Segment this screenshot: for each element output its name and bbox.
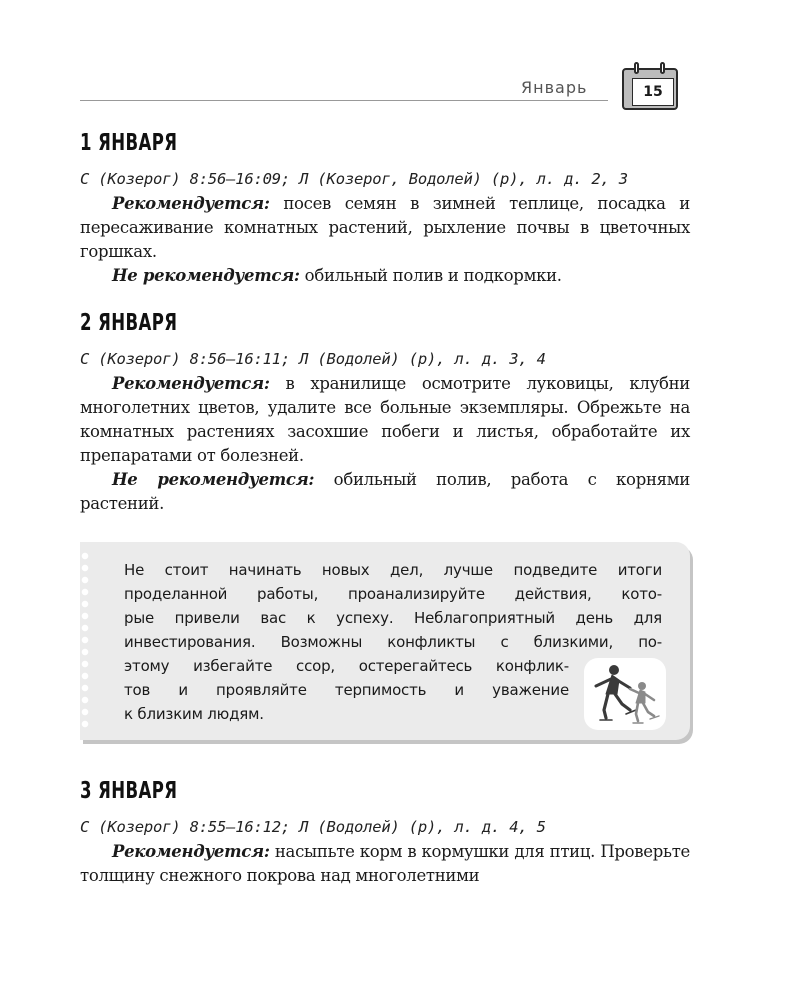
calendar-body xyxy=(622,68,678,110)
day-heading: 2 ЯНВАРЯ xyxy=(80,310,178,336)
day-entry-3 xyxy=(80,778,690,888)
day-entry-1 xyxy=(80,130,690,288)
day-heading: 1 ЯНВАРЯ xyxy=(80,130,178,156)
skaters-icon xyxy=(584,658,666,730)
recommended-paragraph xyxy=(80,840,690,888)
calendar-ring-left xyxy=(634,62,639,74)
not-recommended-paragraph xyxy=(80,264,690,288)
day-entry-2 xyxy=(80,310,690,516)
note-line: к близким людям. xyxy=(124,705,264,723)
page-number: 15 xyxy=(632,78,674,106)
astro-info: С (Козерог) 8:55—16:12; Л (Водолей) (р), л. д. 4, 5 xyxy=(80,818,546,836)
note-box xyxy=(80,542,690,740)
header-rule xyxy=(80,100,608,101)
not-recommended-label: Не рекомендуется: xyxy=(112,266,300,285)
recommended-label: Рекомендуется: xyxy=(112,374,270,393)
note-line: рые привели вас к успеху. Неблагоприятный день для xyxy=(124,609,662,627)
not-recommended-paragraph xyxy=(80,468,690,516)
skaters-illustration xyxy=(584,658,666,730)
recommended-label: Рекомендуется: xyxy=(112,194,270,213)
note-line: тов и проявляйте терпимость и уважение xyxy=(124,681,569,699)
recommended-paragraph xyxy=(80,372,690,468)
note-line: инвестирования. Возможны конфликты с близкими, по- xyxy=(124,633,662,651)
note-line: проделанной работы, проанализируйте действия, кото- xyxy=(124,585,662,603)
astro-info: С (Козерог) 8:56—16:11; Л (Водолей) (р), л. д. 3, 4 xyxy=(80,350,546,368)
calendar-ring-right xyxy=(660,62,665,74)
recommended-label: Рекомендуется: xyxy=(112,842,270,861)
day-heading: 3 ЯНВАРЯ xyxy=(80,778,178,804)
page-header xyxy=(80,52,690,112)
recommended-paragraph xyxy=(80,192,690,264)
astro-info: С (Козерог) 8:56—16:09; Л (Козерог, Водолей) (р), л. д. 2, 3 xyxy=(80,170,628,188)
section-title: Январь xyxy=(521,78,588,97)
calendar-icon xyxy=(622,62,680,110)
recommended-text: в хранилище осмотрите луковицы, клубни многолетних цветов, удалите все больные экземпляры. Обрежьте на комнатных растениях засохшие побеги и листья, обработайте их препаратами от болезней. xyxy=(80,374,690,465)
not-recommended-text: обильный полив и подкормки. xyxy=(299,266,562,285)
not-recommended-label: Не рекомендуется: xyxy=(112,470,315,489)
not-recommended-text: обильный полив, работа с корнями растений. xyxy=(80,470,690,513)
page-content xyxy=(80,130,690,888)
recommended-text: посев семян в зимней теплице, посадка и пересаживание комнатных растений, рыхление почвы в цветочных горшках. xyxy=(80,194,690,261)
note-line: Не стоит начинать новых дел, лучше подведите итоги xyxy=(124,561,662,579)
recommended-text: насыпьте корм в кормушки для птиц. Проверьте толщину снежного покрова над многолетними xyxy=(80,842,690,885)
notebook-holes xyxy=(80,550,94,732)
note-line: этому избегайте ссор, остерегайтесь конфлик- xyxy=(124,657,569,675)
note-text xyxy=(124,558,662,726)
